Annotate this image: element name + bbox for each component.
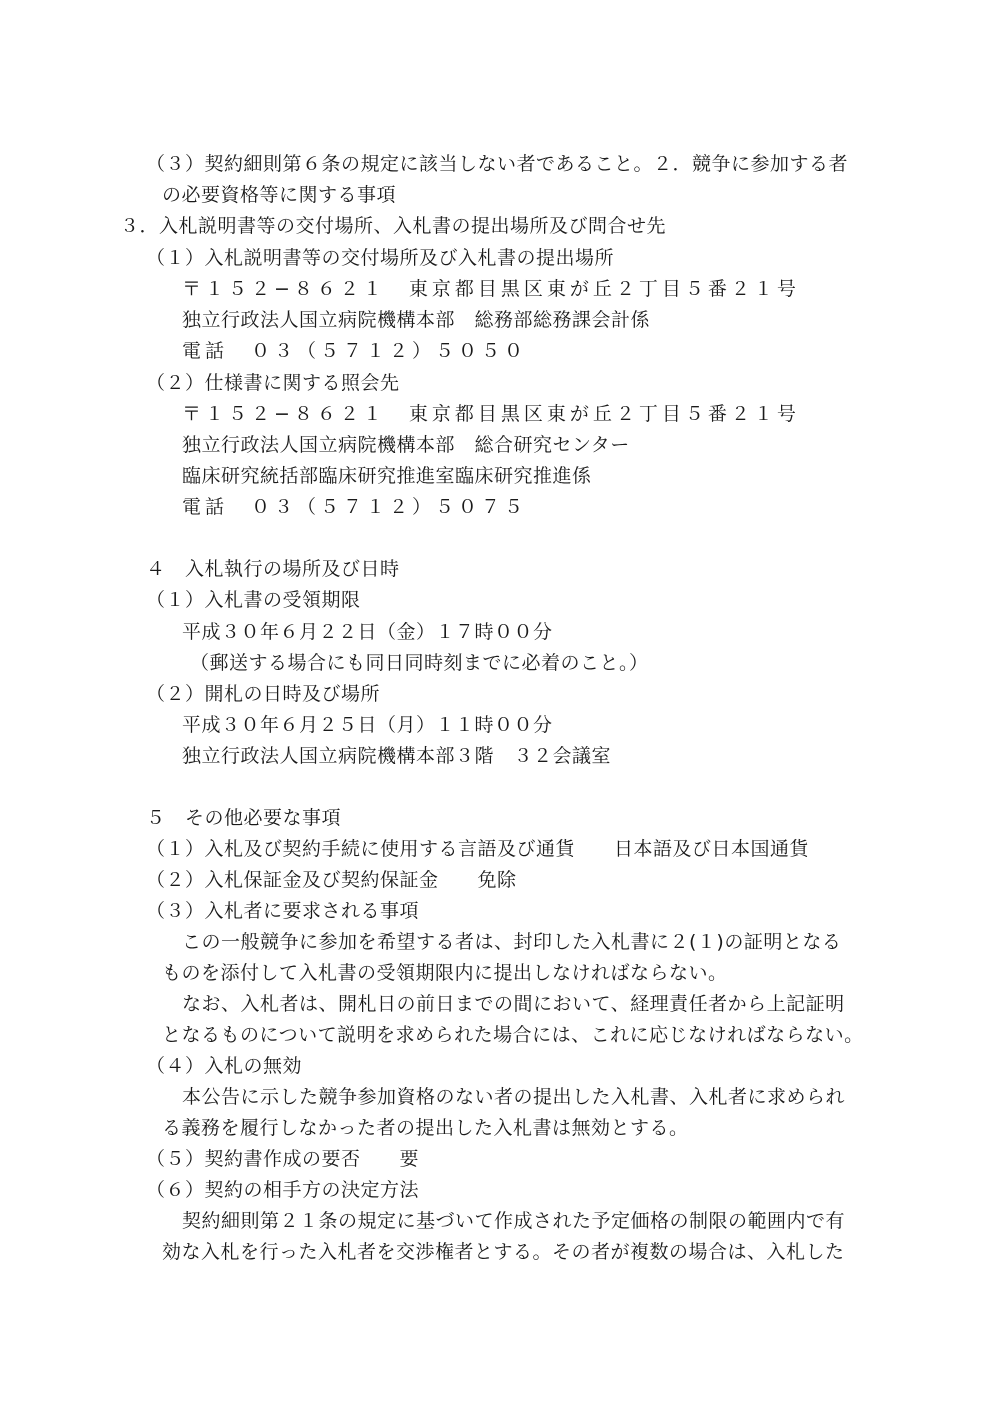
phone-line-1: 電話 ０３（５７１２）５０５０	[182, 340, 528, 362]
item-5-3-para-1-line-1: この一般競争に参加を希望する者は、封印した入札書に２(１)の証明となる	[182, 931, 842, 953]
item-5-2: （２）入札保証金及び契約保証金 免除	[146, 869, 517, 891]
subsection-4-2-heading: （２）開札の日時及び場所	[146, 683, 381, 705]
deadline-note: （郵送する場合にも同日同時刻までに必着のこと。）	[190, 652, 649, 674]
item-5-3-heading: （３）入札者に要求される事項	[146, 900, 420, 922]
deadline-date: 平成３０年６月２２日（金）１７時００分	[182, 621, 553, 643]
item-5-5: （５）契約書作成の要否 要	[146, 1148, 420, 1170]
item-5-1: （１）入札及び契約手続に使用する言語及び通貨 日本語及び日本国通貨	[146, 838, 810, 860]
item-5-4-para-line-1: 本公告に示した競争参加資格のない者の提出した入札書、入札者に求められ	[182, 1086, 846, 1108]
item-5-4-para-line-2: る義務を履行しなかった者の提出した入札書は無効とする。	[162, 1117, 689, 1139]
clause-3-3-line-2: の必要資格等に関する事項	[162, 184, 397, 206]
item-5-4-heading: （４）入札の無効	[146, 1055, 303, 1077]
section-3-heading: ３．入札説明書等の交付場所、入札書の提出場所及び問合せ先	[120, 215, 667, 237]
org-line-2: 独立行政法人国立病院機構本部 総合研究センター	[182, 434, 630, 456]
opening-place: 独立行政法人国立病院機構本部３階 ３２会議室	[182, 745, 612, 767]
opening-date: 平成３０年６月２５日（月）１１時００分	[182, 714, 553, 736]
item-5-3-para-2-line-2: となるものについて説明を求められた場合には、これに応じなければならない。	[162, 1024, 864, 1046]
section-4-heading: ４ 入札執行の場所及び日時	[146, 558, 400, 580]
section-5-heading: ５ その他必要な事項	[146, 807, 342, 829]
item-5-6-para-line-2: 効な入札を行った入札者を交渉権者とする。その者が複数の場合は、入札した	[162, 1241, 845, 1263]
subsection-3-1-heading: （１）入札説明書等の交付場所及び入札書の提出場所	[146, 247, 615, 269]
address-line-1: 〒１５２−８６２１ 東京都目黒区東が丘２丁目５番２１号	[182, 278, 800, 300]
item-5-3-para-2-line-1: なお、入札者は、開札日の前日までの間において、経理責任者から上記証明	[182, 993, 845, 1015]
subsection-3-2-heading: （２）仕様書に関する照会先	[146, 372, 400, 394]
subsection-4-1-heading: （１）入札書の受領期限	[146, 589, 361, 611]
address-line-2: 〒１５２−８６２１ 東京都目黒区東が丘２丁目５番２１号	[182, 403, 800, 425]
org-line-1: 独立行政法人国立病院機構本部 総務部総務課会計係	[182, 309, 651, 331]
clause-3-3-line-1: （３）契約細則第６条の規定に該当しない者であること。２．競争に参加する者	[146, 153, 849, 175]
dept-line-2: 臨床研究統括部臨床研究推進室臨床研究推進係	[182, 465, 592, 487]
item-5-6-heading: （６）契約の相手方の決定方法	[146, 1179, 420, 1201]
item-5-3-para-1-line-2: ものを添付して入札書の受領期限内に提出しなければならない。	[162, 962, 728, 984]
phone-line-2: 電話 ０３（５７１２）５０７５	[182, 496, 528, 518]
item-5-6-para-line-1: 契約細則第２１条の規定に基づいて作成された予定価格の制限の範囲内で有	[182, 1210, 846, 1232]
